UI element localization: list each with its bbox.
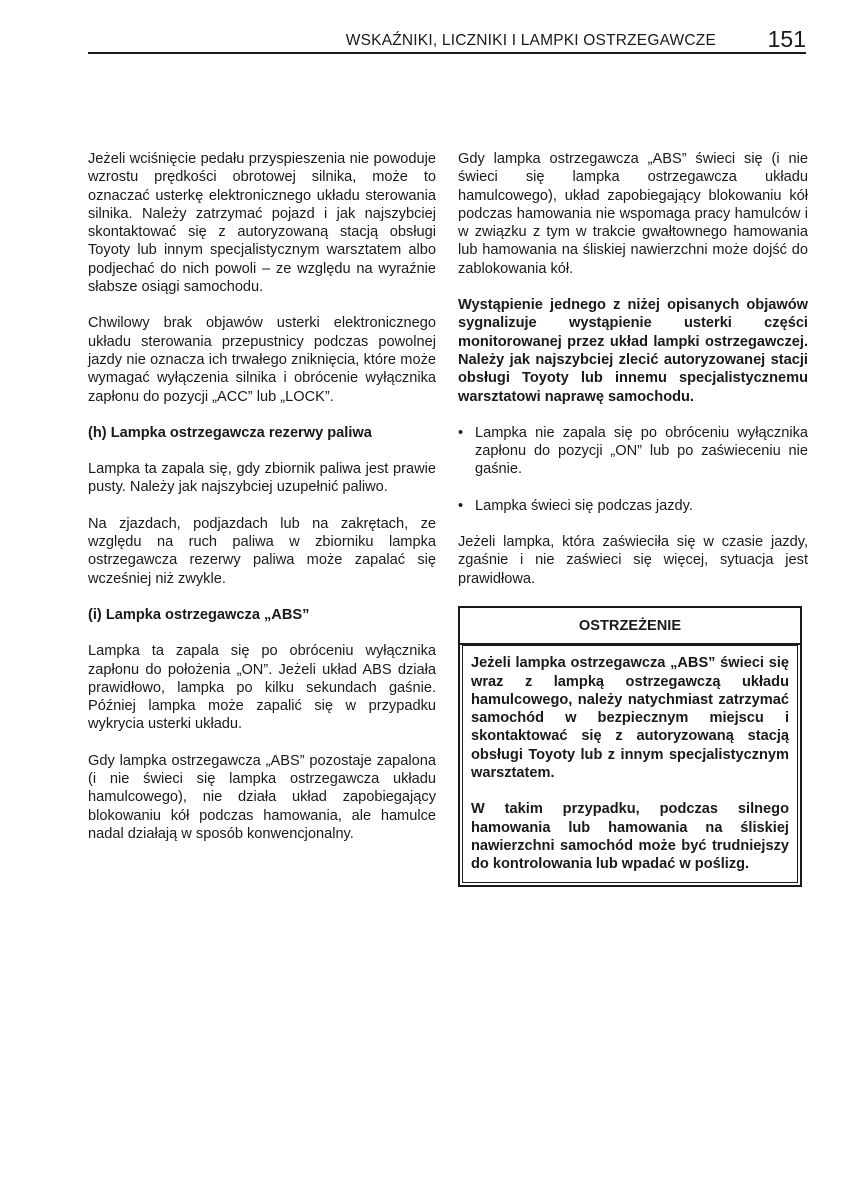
paragraph: Chwilowy brak objawów usterki elektronicznego układu sterowania przepustnicy podczas powolnej jazdy nie oznacza ich trwałego zniknięcia, które może wymagać wyłączenia silnika i obrócenie wyłącznika zapłonu do pozycji „ACC” lub „LOCK”. <box>88 315 436 405</box>
list-item <box>458 424 808 479</box>
paragraph: Lampka ta zapala się po obróceniu wyłącznika zapłonu do położenia „ON”. Jeżeli układ ABS działa prawidłowo, lampka po kilku sekundach gaśnie. Później lampka może zapalić się w przypadku wykrycia usterki układu. <box>88 643 436 733</box>
paragraph: Gdy lampka ostrzegawcza „ABS” świeci się (i nie świeci się lampka ostrzegawcza układu hamulcowego), układ zapobiegający blokowaniu kół podczas hamowania nie wspomaga pracy hamulców i w związku z tym w trakcie gwałtownego hamowania lub hamowania na śliskiej nawierzchni może dojść do zablokowania kół. <box>458 151 808 277</box>
left-column <box>88 150 436 861</box>
page-header <box>88 26 806 54</box>
paragraph: Jeżeli lampka, która zaświeciła się w czasie jazdy, zgaśnie i nie zaświeci się więcej, sytuacja jest prawidłowa. <box>458 534 808 587</box>
section-heading-fuel: (h) Lampka ostrzegawcza rezerwy paliwa <box>88 424 372 441</box>
warning-paragraph: Jeżeli lampka ostrzegawcza „ABS” świeci się wraz z lampką ostrzegawczą układu hamulcowego, należy natychmiast zatrzymać samochód w bezpiecznym miejscu i skontaktować się z autoryzowaną stacją obsługi Toyoty lub z innym specjalistycznym warsztatem. <box>471 655 789 782</box>
section-title: WSKAŹNIKI, LICZNIKI I LAMPKI OSTRZEGAWCZE <box>345 32 716 49</box>
list-item-text: Lampka nie zapala się po obróceniu wyłącznika zapłonu do pozycji „ON” lub po zaświeceniu nie gaśnie. <box>475 424 808 478</box>
bold-notice-paragraph: Wystąpienie jednego z niżej opisanych objawów sygnalizuje wystąpienie usterki części monitorowanej przez układ lampki ostrzegawczej. Należy jak najszybciej zlecić autoryzowanej stacji obsługi Toyoty lub innemu specjalistycznemu warsztatowi naprawę samochodu. <box>458 297 808 405</box>
section-heading-abs: (i) Lampka ostrzegawcza „ABS” <box>88 606 310 623</box>
bullet-icon: • <box>458 424 464 441</box>
symptom-list <box>458 424 808 515</box>
paragraph: Na zjazdach, podjazdach lub na zakrętach, ze względu na ruch paliwa w zbiorniku lampka ostrzegawcza rezerwy paliwa może zapalać się wcześniej niż zwykle. <box>88 515 436 587</box>
warning-box <box>458 606 802 887</box>
list-item <box>458 497 808 515</box>
warning-body <box>462 645 798 882</box>
paragraph: Gdy lampka ostrzegawcza „ABS” pozostaje zapalona (i nie świeci się lampka ostrzegawcza układu hamulcowego), nie działa układ zapobiegający blokowaniu kół podczas hamowania, ale hamulce nadal działają w sposób konwencjonalny. <box>88 752 436 842</box>
paragraph: Lampka ta zapala się, gdy zbiornik paliwa jest prawie pusty. Należy jak najszybciej uzupełnić paliwo. <box>88 461 436 496</box>
warning-paragraph: W takim przypadku, podczas silnego hamowania lub hamowania na śliskiej nawierzchni samochód może być trudniejszy do kontrolowania lub wpadać w poślizg. <box>471 801 789 873</box>
page-number: 151 <box>767 26 806 52</box>
right-column <box>458 150 808 887</box>
list-item-text: Lampka świeci się podczas jazdy. <box>475 497 693 514</box>
bullet-icon: • <box>458 497 464 514</box>
warning-title: OSTRZEŻENIE <box>460 608 800 645</box>
paragraph: Jeżeli wciśnięcie pedału przyspieszenia nie powoduje wzrostu prędkości obrotowej silnika, może to oznaczać usterkę elektronicznego układu sterowania silnika. Należy zatrzymać pojazd i jak najszybciej skontaktować się z autoryzowaną stacją obsługi Toyoty lub innym specjalistycznym warsztatem albo podjechać do nich powoli – ze względu na wyraźnie słabsze osiągi samochodu. <box>88 151 436 296</box>
